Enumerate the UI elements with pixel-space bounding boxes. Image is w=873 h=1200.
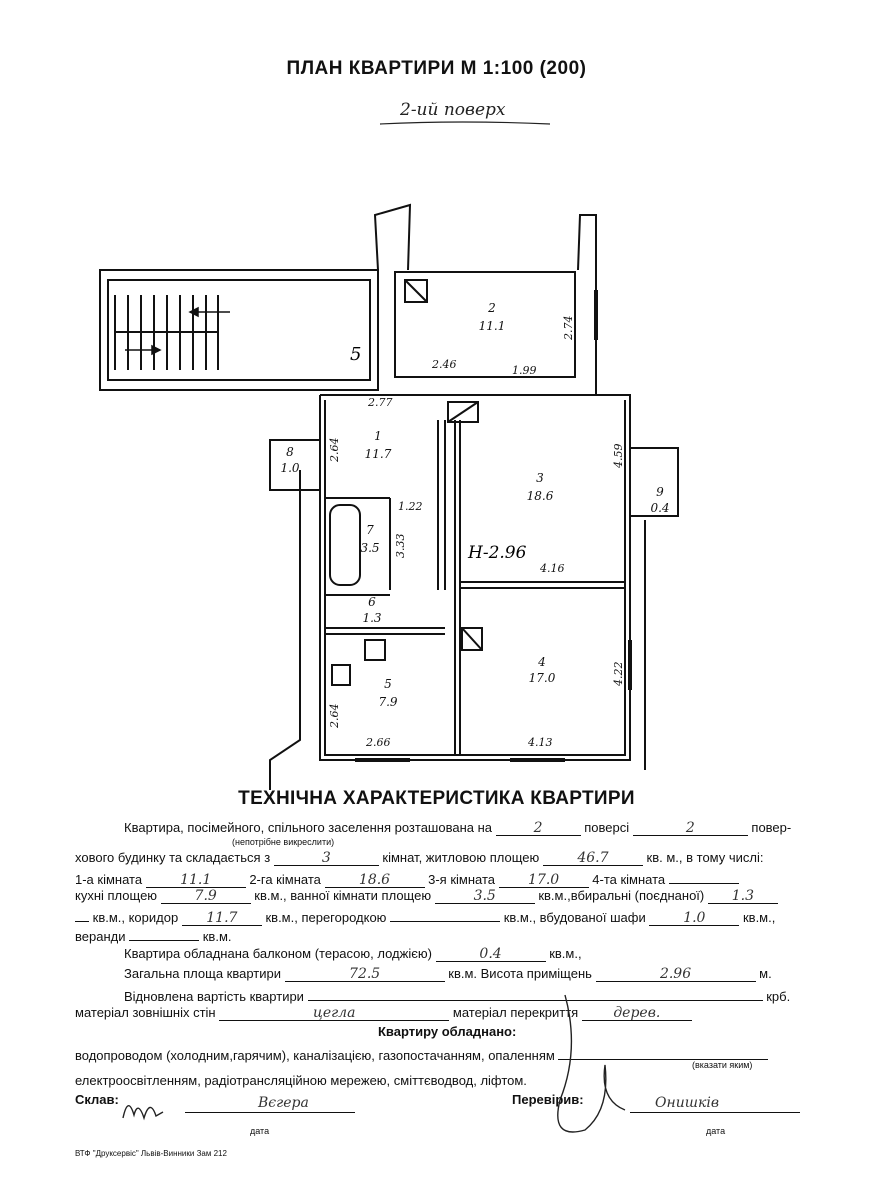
cost-value [308,986,763,1001]
label: Квартира, посімейного, спільного заселення розташована на [124,820,493,835]
room-no: 3 [536,471,544,485]
checked-label: Перевірив: [512,1092,584,1107]
label: кв.м., [742,910,776,925]
label: поверсі [584,820,630,835]
rooms-value: 3 [274,851,379,866]
dimension: 1.99 [512,364,537,377]
dimension: 2.66 [366,736,391,749]
tech-line-3 [75,869,739,888]
floor-value: 2 [496,821,581,836]
checked-line [630,1112,800,1113]
dimension: 4.13 [528,736,553,749]
label: 3-я кімната [428,872,496,887]
footer-imprint: ВТФ "Друксервіс" Львів-Винники Зам 212 [75,1149,227,1158]
room-no: 1 [374,429,382,443]
dimension: 3.33 [394,533,407,558]
room3-value: 17.0 [499,873,589,888]
corridor-value: 11.7 [182,911,262,926]
date-label: дата [250,1126,270,1136]
room-no: 8 [286,445,294,459]
label: матеріал перекриття [452,1005,579,1020]
tech-title: ТЕХНІЧНА ХАРАКТЕРИСТИКА КВАРТИРИ [238,788,635,809]
label: повер- [751,820,792,835]
composed-signature [118,1090,168,1130]
tech-line-6 [75,926,232,944]
composed-line [185,1112,355,1113]
floors-value: 2 [633,821,748,836]
label: 4-та кімната [592,872,666,887]
room-no: 5 [384,677,392,691]
label: кв.м. Висота приміщень [448,966,592,981]
room-area: 1.3 [362,611,382,625]
label: водопроводом (холодним,гарячим), каналізацією, газопостачанням, опаленням [75,1048,555,1063]
room-area: 7.9 [378,695,398,709]
room-area: 1.0 [280,461,300,475]
label: 2-га кімната [249,872,321,887]
tech-line-9 [124,986,790,1004]
tech-line-12: електроосвітленням, радіотрансляційною мережею, сміттєводвод, ліфтом. [75,1073,527,1088]
room-area: 17.0 [528,671,556,685]
room-no: 4 [538,655,546,669]
room-area: 18.6 [526,489,554,503]
partition-value [390,907,500,922]
label: крб. [766,989,791,1004]
label: кв.м. [202,929,232,944]
walls-value: цегла [219,1006,449,1021]
living-area-value: 46.7 [543,851,643,866]
label: кв.м., ванної кімнати площею [254,888,432,903]
label: Квартира обладнана балконом (терасою, лоджією) [124,946,432,961]
checked-signature [540,990,630,1160]
label: кімнат, житловою площею [382,850,540,865]
room-no: 9 [656,485,664,499]
checked-name: Онишків [655,1095,719,1111]
tech-line-7 [124,946,582,962]
tech-line-11 [75,1045,768,1063]
label: кв.м., коридор [92,910,179,925]
dimension: 2.64 [328,703,341,728]
specify-note: (вказати яким) [692,1060,753,1070]
room-no: 6 [368,595,376,609]
ceiling-value: дерев. [582,1006,692,1021]
label: Загальна площа квартири [124,966,282,981]
label: веранди [75,929,126,944]
composed-label: Склав: [75,1092,119,1107]
room-area: 11.1 [478,319,506,333]
kitchen-value: 7.9 [161,889,251,904]
label: Відновлена вартість квартири [124,989,304,1004]
room-area: 11.7 [364,447,392,461]
dimension: 1.22 [398,500,423,513]
label: кв.м., вбудованої шафи [503,910,646,925]
room1-value: 11.1 [146,873,246,888]
tech-line-8 [124,966,772,982]
dimension: 4.22 [612,661,625,686]
date-label: дата [706,1126,726,1136]
total-area-value: 72.5 [285,967,445,982]
room-area: 3.5 [360,541,380,555]
page-title: ПЛАН КВАРТИРИ М 1:100 (200) [286,58,587,79]
veranda-value [129,926,199,941]
composed-name: Вєгера [258,1095,309,1111]
label: 1-а кімната [75,872,143,887]
label: м. [759,966,772,981]
wardrobe-value: 1.0 [649,911,739,926]
dimension: 2.46 [432,358,457,371]
room-no: 2 [488,301,496,315]
height-value: 2.96 [596,967,756,982]
dimension: 2.77 [368,396,393,409]
room2-value: 18.6 [325,873,425,888]
dimension: 4.59 [612,443,625,468]
stair-number: 5 [350,344,362,365]
label: кухні площею [75,888,158,903]
room-area: 0.4 [650,501,670,515]
equipment-title: Квартиру обладнано: [378,1024,517,1039]
label: кв.м.,вбиральні (поєднаної) [538,888,705,903]
balcony-value: 0.4 [436,947,546,962]
dimension: 4.16 [540,562,565,575]
room-no: 7 [366,523,374,537]
floor-note: 2-ий поверх [400,100,506,120]
room4-value [669,869,739,884]
bath-value: 3.5 [435,889,535,904]
blank [75,907,89,922]
strike-note: (непотрібне викреслити) [232,837,335,847]
wc-value: 1.3 [708,889,778,904]
label: хового будинку та складається з [75,850,271,865]
tech-line-5 [75,907,775,926]
dimension: 2.74 [562,315,575,340]
label: кв. м., в тому числі: [646,850,764,865]
label: матеріал зовнішніх стін [75,1005,216,1020]
tech-line-4 [75,888,778,904]
height-note: Н-2.96 [468,543,527,563]
tech-line-2 [75,850,764,866]
label: кв.м., перегородкою [265,910,387,925]
label: кв.м., [549,946,582,961]
dimension: 2.64 [328,437,341,462]
tech-line-1 [124,820,791,836]
